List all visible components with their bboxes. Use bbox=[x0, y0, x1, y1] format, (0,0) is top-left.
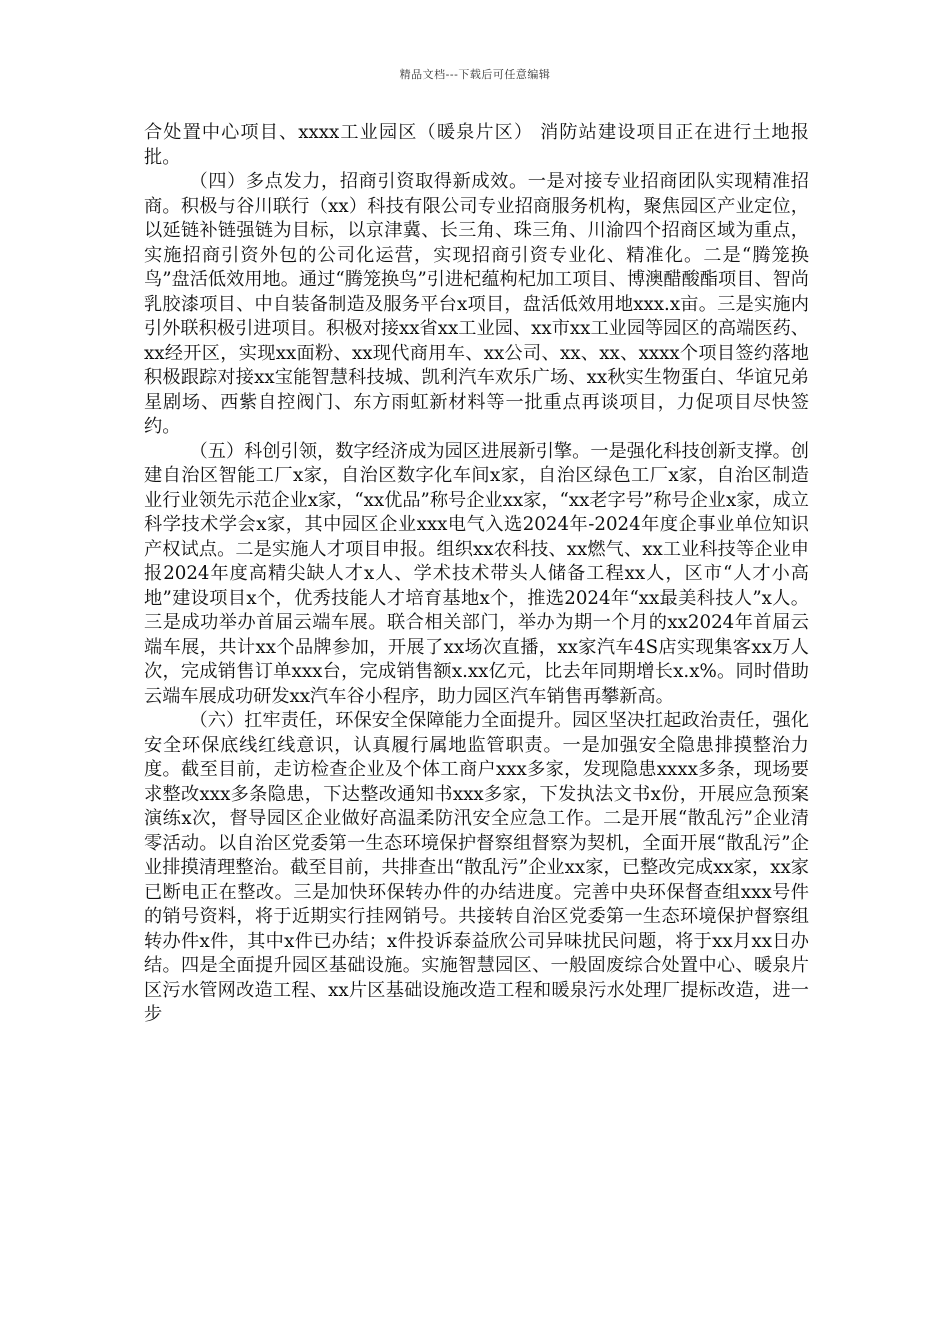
document-body bbox=[144, 121, 809, 1028]
paragraph-section-4: （四）多点发力，招商引资取得新成效。一是对接专业招商团队实现精准招商。积极与谷川联行（xx）科技有限公司专业招商服务机构，聚焦园区产业定位，以延链补链强链为目标，以京津冀、长三角、珠三角、川渝四个招商区域为重点，实施招商引资外包的公司化运营，实现招商引资专业化、精准化。二是“腾笼换鸟”盘活低效用地。通过“腾笼换鸟”引进杞蕴枸杞加工项目、博澳醋酸酯项目、智尚乳胶漆项目、中自装备制造及服务平台x项目，盘活低效用地xxx.x亩。三是实施内引外联积极引进项目。积极对接xx省xx工业园、xx市xx工业园等园区的高端医药、xx经开区，实现xx面粉、xx现代商用车、xx公司、xx、xx、xxxx个项目签约落地积极跟踪对接xx宝能智慧科技城、凯利汽车欢乐广场、xx秋实生物蛋白、华谊兄弟星剧场、西紫自控阀门、东方雨虹新材料等一批重点再谈项目，力促项目尽快签约。 bbox=[144, 171, 809, 437]
paragraph-continuation: 合处置中心项目、xxxx工业园区（暖泉片区） 消防站建设项目正在进行土地报批。 bbox=[144, 122, 809, 168]
page-header: 精品文档---下载后可任意编辑 bbox=[399, 68, 551, 81]
paragraph-section-6: （六）扛牢责任，环保安全保障能力全面提升。园区坚决扛起政治责任，强化安全环保底线红线意识，认真履行属地监管职责。一是加强安全隐患排摸整治力度。截至目前，走访检查企业及个体工商户xxx多家，发现隐患xxxx多条，现场要求整改xxx多条隐患，下达整改通知书xxx多家，下发执法文书x份，开展应急预案演练x次，督导园区企业做好高温柔防汛安全应急工作。二是开展“散乱污”企业清零活动。以自治区党委第一生态环境保护督察组督察为契机，全面开展“散乱污”企业排摸清理整治。截至目前，共排查出“散乱污”企业xx家，已整改完成xx家，xx家已断电正在整改。三是加快环保转办件的办结进度。完善中央环保督查组xxx号件的销号资料，将于近期实行挂网销号。共接转自治区党委第一生态环境保护督察组转办件x件，其中x件已办结；x件投诉泰益欣公司异味扰民问题，将于xx月xx日办结。四是全面提升园区基础设施。实施智慧园区、一般固废综合处置中心、暖泉片区污水管网改造工程、xx片区基础设施改造工程和暖泉污水处理厂提标改造，进一步 bbox=[144, 710, 809, 1025]
paragraph-section-5: （五）科创引领，数字经济成为园区进展新引擎。一是强化科技创新支撑。创建自治区智能工厂x家，自治区数字化车间x家，自治区绿色工厂x家，自治区制造业行业领先示范企业x家，“xx优品”称号企业xx家，“xx老字号”称号企业x家，成立科学技术学会x家，其中园区企业xxx电气入选2024年-2024年度企事业单位知识产权试点。二是实施人才项目申报。组织xx农科技、xx燃气、xx工业科技等企业申报2024年度高精尖缺人才x人、学术技术带头人储备工程xx人，区市“人才小高地”建设项目x个，优秀技能人才培育基地x个，推选2024年“xx最美科技人”x人。三是成功举办首届云端车展。联合相关部门，举办为期一个月的xx2024年首届云端车展，共计xx个品牌参加，开展了xx场次直播，xx家汽车4S店实现集客xx万人次，完成销售订单xxx台，完成销售额x.xx亿元，比去年同期增长x.x%。同时借助云端车展成功研发xx汽车谷小程序，助力园区汽车销售再攀新高。 bbox=[144, 440, 809, 707]
